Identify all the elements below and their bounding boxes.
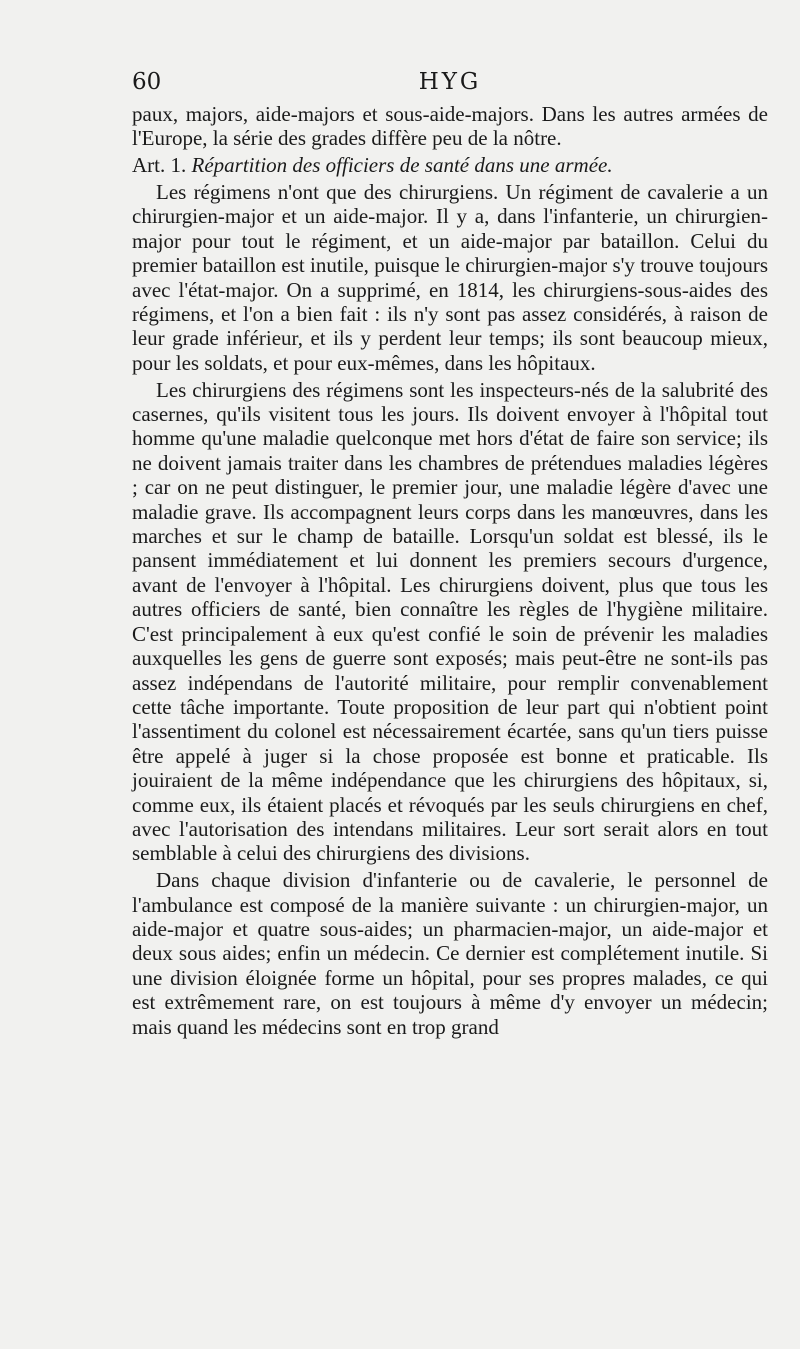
page-header bbox=[132, 64, 768, 100]
paragraph-2: Les régimens n'ont que des chirurgiens. Un régiment de cavalerie a un chirurgien-major et un aide-major. Il y a, dans l'infanterie, un chirurgien-major pour tout le régiment, et un aide-major par bataillon. Celui du premier bataillon est inutile, puisque le chirurgien-major s'y trouve toujours avec l'état-major. On a supprimé, en 1814, les chirurgiens-sous-aides des régimens, et l'on a bien fait : ils n'y sont pas assez considérés, à raison de leur grade inférieur, et ils y perdent leur temps; ils sont beaucoup mieux, pour les soldats, et pour eux-mêmes, dans les hôpitaux. bbox=[132, 180, 768, 375]
body-text bbox=[132, 102, 768, 1041]
paragraph-1: paux, majors, aide-majors et sous-aide-majors. Dans les autres armées de l'Europe, la série des grades diffère peu de la nôtre. bbox=[132, 102, 768, 151]
article-heading bbox=[132, 153, 768, 177]
page-number: 60 bbox=[132, 69, 162, 95]
paragraph-4: Dans chaque division d'infanterie ou de cavalerie, le personnel de l'ambulance est composé de la manière suivante : un chirurgien-major, un aide-major et quatre sous-aides; un pharmacien-major, un aide-major et deux sous aides; enfin un médecin. Ce dernier est complétement inutile. Si une division éloignée forme un hôpital, pour ses propres malades, ce qui est extrêmement rare, on est toujours à même d'y envoyer un médecin; mais quand les médecins sont en trop grand bbox=[132, 868, 768, 1039]
article-title: Répartition des officiers de santé dans une armée. bbox=[191, 153, 613, 178]
article-label: Art. 1. bbox=[132, 153, 187, 178]
running-head: HYG bbox=[418, 69, 482, 95]
paragraph-3: Les chirurgiens des régimens sont les inspecteurs-nés de la salubrité des casernes, qu'ils visitent tous les jours. Ils doivent envoyer à l'hôpital tout homme qu'une maladie quelconque met hors d'état de faire son service; ils ne doivent jamais traiter dans les chambres de prétendues maladies légères ; car on ne peut distinguer, le premier jour, une maladie légère d'avec une maladie grave. Ils accompagnent leurs corps dans les manœuvres, dans les marches et sur le champ de bataille. Lorsqu'un soldat est blessé, ils le pansent immédiatement et lui donnent les premiers secours d'urgence, avant de l'envoyer à l'hôpital. Les chirurgiens doivent, plus que tous les autres officiers de santé, bien connaître les règles de l'hygiène militaire. C'est principalement à eux qu'est confié le soin de prévenir les maladies auxquelles les gens de guerre sont exposés; mais peut-être ne sont-ils pas assez indépendans de l'autorité militaire, pour remplir convenablement cette tâche importante. Toute proposition de leur part qui n'obtient point l'assentiment du colonel est nécessairement écartée, sans qu'un tiers puisse être appelé à juger si la chose proposée est bonne et praticable. Ils jouiraient de la même indépendance que les chirurgiens des hôpitaux, si, comme eux, ils étaient placés et révoqués par les seuls chirurgiens en chef, avec l'autorisation des intendans militaires. Leur sort serait alors en tout semblable à celui des chirurgiens des divisions. bbox=[132, 377, 768, 866]
